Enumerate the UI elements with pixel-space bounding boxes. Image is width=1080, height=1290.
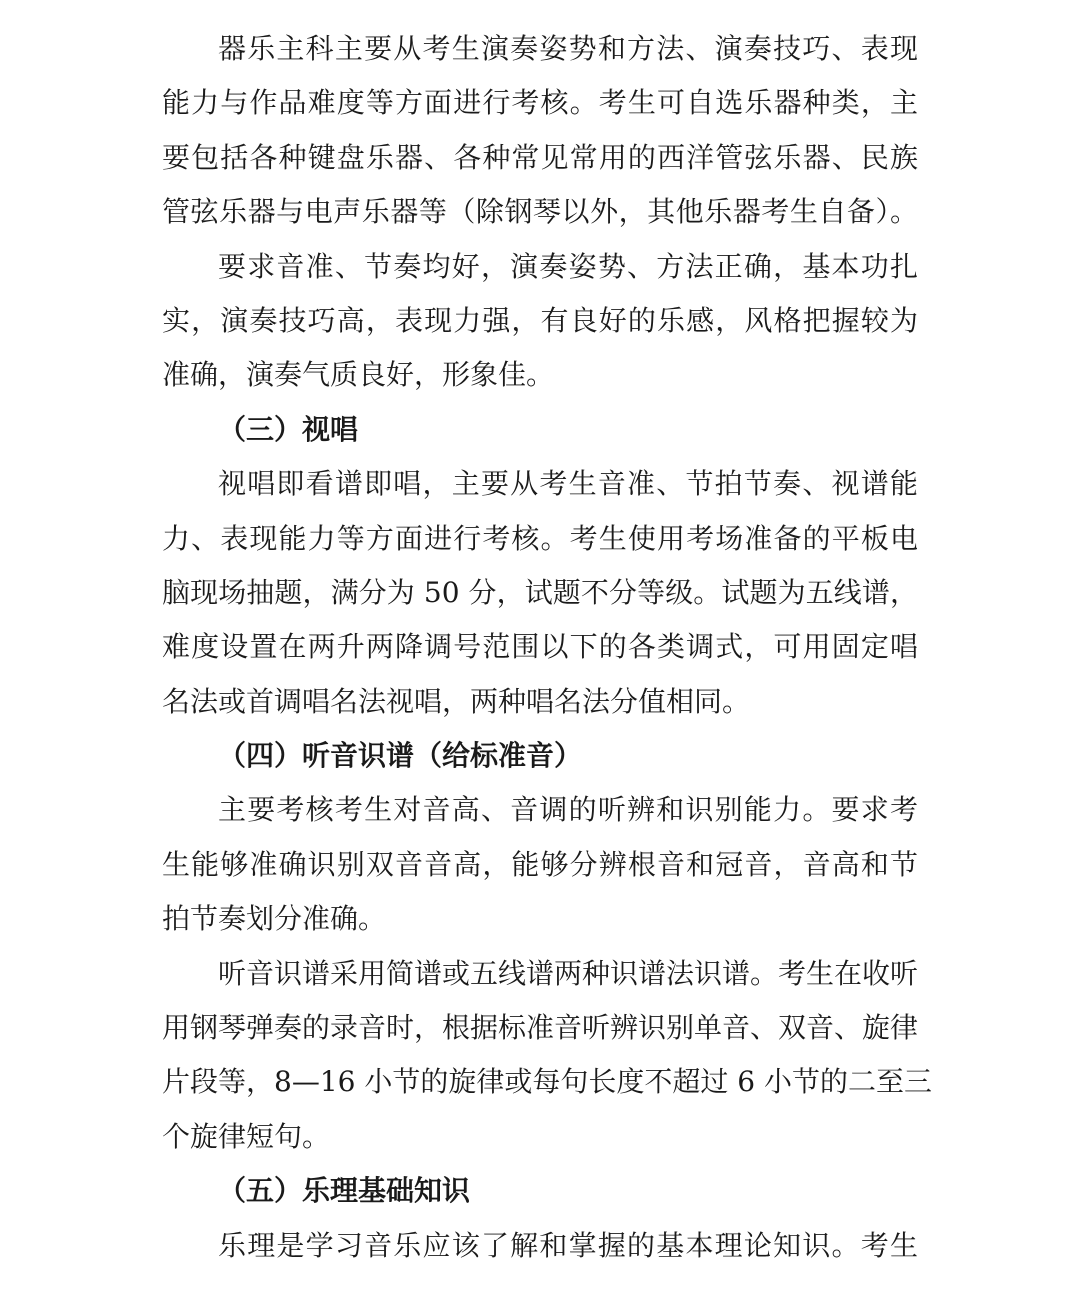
paragraph-line: 实，演奏技巧高，表现力强，有良好的乐感，风格把握较为 [162, 303, 918, 337]
paragraph-line: 准确，演奏气质良好，形象佳。 [162, 358, 555, 392]
section-heading-ear-training: （四）听音识谱（给标准音） [218, 739, 583, 773]
document-page [162, 22, 932, 1273]
paragraph-line: 难度设置在两升两降调号范围以下的各类调式，可用固定唱 [162, 630, 918, 664]
paragraph-line: 能力与作品难度等方面进行考核。考生可自选乐器种类，主 [162, 86, 918, 120]
paragraph-line: 要包括各种键盘乐器、各种常见常用的西洋管弦乐器、民族 [162, 140, 918, 174]
paragraph-line: 视唱即看谱即唱，主要从考生音准、节拍节奏、视谱能 [218, 467, 918, 501]
paragraph-line: 用钢琴弹奏的录音时，根据标准音听辨识别单音、双音、旋律 [162, 1011, 919, 1045]
paragraph-line: 管弦乐器与电声乐器等（除钢琴以外，其他乐器考生自备）。 [162, 195, 918, 229]
paragraph-line: 个旋律短句。 [162, 1119, 331, 1153]
paragraph-line: 乐理是学习音乐应该了解和掌握的基本理论知识。考生 [218, 1228, 918, 1262]
paragraph-line: 力、表现能力等方面进行考核。考生使用考场准备的平板电 [162, 521, 918, 555]
paragraph-line: 生能够准确识别双音音高，能够分辨根音和冠音，音高和节 [162, 847, 918, 881]
section-heading-music-theory: （五）乐理基础知识 [218, 1174, 471, 1208]
paragraph-line: 要求音准、节奏均好，演奏姿势、方法正确，基本功扎 [218, 249, 918, 283]
paragraph-line: 片段等，8—16 小节的旋律或每句长度不超过 6 小节的二至三 [162, 1065, 932, 1099]
paragraph-line: 器乐主科主要从考生演奏姿势和方法、演奏技巧、表现 [218, 32, 918, 65]
paragraph-line: 名法或首调唱名法视唱，两种唱名法分值相同。 [162, 684, 751, 718]
paragraph-line: 脑现场抽题，满分为 50 分，试题不分等级。试题为五线谱， [162, 575, 918, 609]
paragraph-line: 主要考核考生对音高、音调的听辨和识别能力。要求考 [218, 793, 918, 827]
section-heading-sight-singing: （三）视唱 [218, 412, 359, 446]
paragraph-line: 听音识谱采用简谱或五线谱两种识谱法识谱。考生在收听 [218, 956, 919, 990]
paragraph-line: 拍节奏划分准确。 [162, 902, 387, 936]
